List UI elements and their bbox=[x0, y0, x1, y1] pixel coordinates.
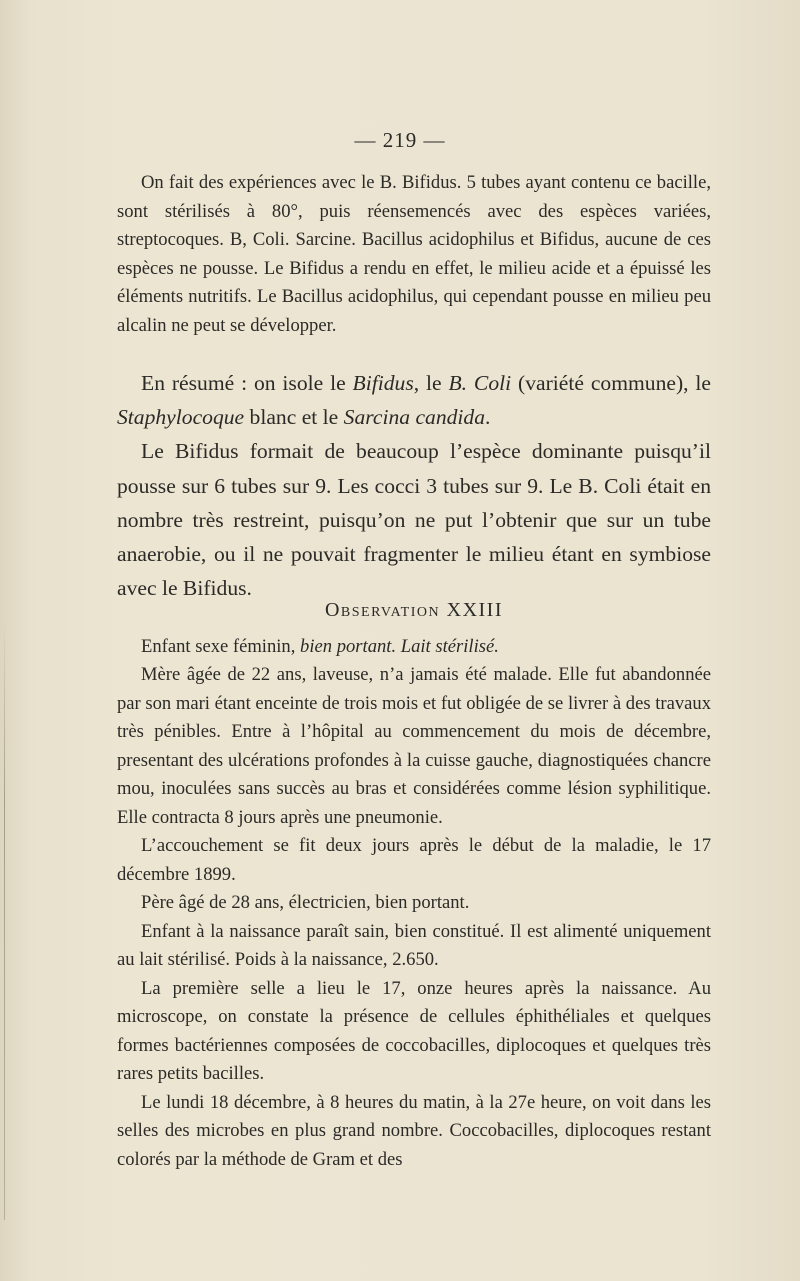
observation-paragraph: Père âgé de 28 ans, électricien, bien portant. bbox=[141, 892, 470, 913]
observation-heading bbox=[117, 596, 711, 625]
summary-paragraph bbox=[117, 366, 711, 434]
observation-paragraph: Le lundi 18 décembre, à 8 heures du matin, à la 27e heure, on voit dans les selles des microbes en plus grand nombre. Coccobacilles, diplocoques restant colorés par la méthode de Gram et des bbox=[117, 1091, 711, 1170]
observation-paragraph: Enfant à la naissance paraît sain, bien constitué. Il est alimenté uniquement au lait stérilisé. Poids à la naissance, 2.650. bbox=[117, 920, 711, 970]
summary-coli: B. Coli bbox=[448, 371, 512, 395]
observation-intro-emphasis: bien portant. Lait stérilisé. bbox=[300, 635, 499, 657]
bifidus-dominance-paragraph: Le Bifidus formait de beaucoup l’espèce dominante puisqu’il pousse sur 6 tubes sur 9. Les cocci 3 tubes sur 9. Le B. Coli était en nombre très restreint, puisqu’on ne put l’obtenir que sur un tube anaerobie, ou il ne pouvait fragmenter le milieu étant en symbiose avec le Bifidus. bbox=[117, 439, 711, 601]
page-edge-shadow bbox=[4, 620, 5, 1220]
summary-sarcina: Sarcina candida bbox=[343, 405, 486, 430]
observation-intro-plain: Enfant sexe féminin, bbox=[141, 635, 301, 657]
summary-mid2: blanc et le bbox=[244, 405, 344, 430]
summary-mid: (variété commune), le bbox=[511, 371, 712, 395]
summary-bifidus: Bifidus bbox=[352, 371, 414, 395]
summary-staph: Staphylocoque bbox=[117, 405, 245, 430]
summary-sep1: , le bbox=[413, 371, 449, 395]
para-experiments-text: On fait des expériences avec le B. Bifidus. 5 tubes ayant contenu ce bacille, sont stérilisés à 80°, puis réensemencés avec des espèces variées, streptocoques. B, Coli. Sarcine. Bacillus acidophilus et Bifidus, aucune de ces espèces ne pousse. Le Bifidus a rendu en effet, le milieu acide et a épuissé les éléments nutritifs. Le Bacillus acidophilus, qui cependant pousse en milieu peu alcalin ne peut se développer. bbox=[117, 172, 711, 336]
observation-intro bbox=[117, 633, 711, 662]
summary-lead: En résumé : on isole le bbox=[141, 371, 353, 395]
observation-paragraph: La première selle a lieu le 17, onze heures après la naissance. Au microscope, on constate la présence de cellules éphithéliales et quelques formes bactériennes composées de coccobacilles, diplocoques et quelques très rares petits bacilles. bbox=[117, 977, 711, 1084]
observation-paragraph: Mère âgée de 22 ans, laveuse, n’a jamais été malade. Elle fut abandonnée par son mari étant enceinte de trois mois et fut obligée de se livrer à des travaux très pénibles. Entre à l’hôpital au commencement du mois de décembre, presentant des ulcérations profondes à la cuisse gauche, diagnostiquées chancre mou, inoculées sans succès au bras et considérées comme lésion syphilitique. Elle contracta 8 jours après une pneumonie. bbox=[117, 664, 711, 828]
observation-heading-number: XXIII bbox=[440, 599, 503, 621]
summary-end: . bbox=[485, 405, 491, 430]
paragraph-experiments bbox=[117, 169, 711, 340]
summary-section bbox=[117, 366, 711, 605]
observation-heading-word: Observation bbox=[324, 599, 441, 621]
observation-section bbox=[117, 596, 711, 1174]
observation-paragraph: L’accouchement se fit deux jours après le début de la maladie, le 17 décembre 1899. bbox=[117, 835, 711, 885]
page-number: — 219 — bbox=[354, 128, 446, 152]
